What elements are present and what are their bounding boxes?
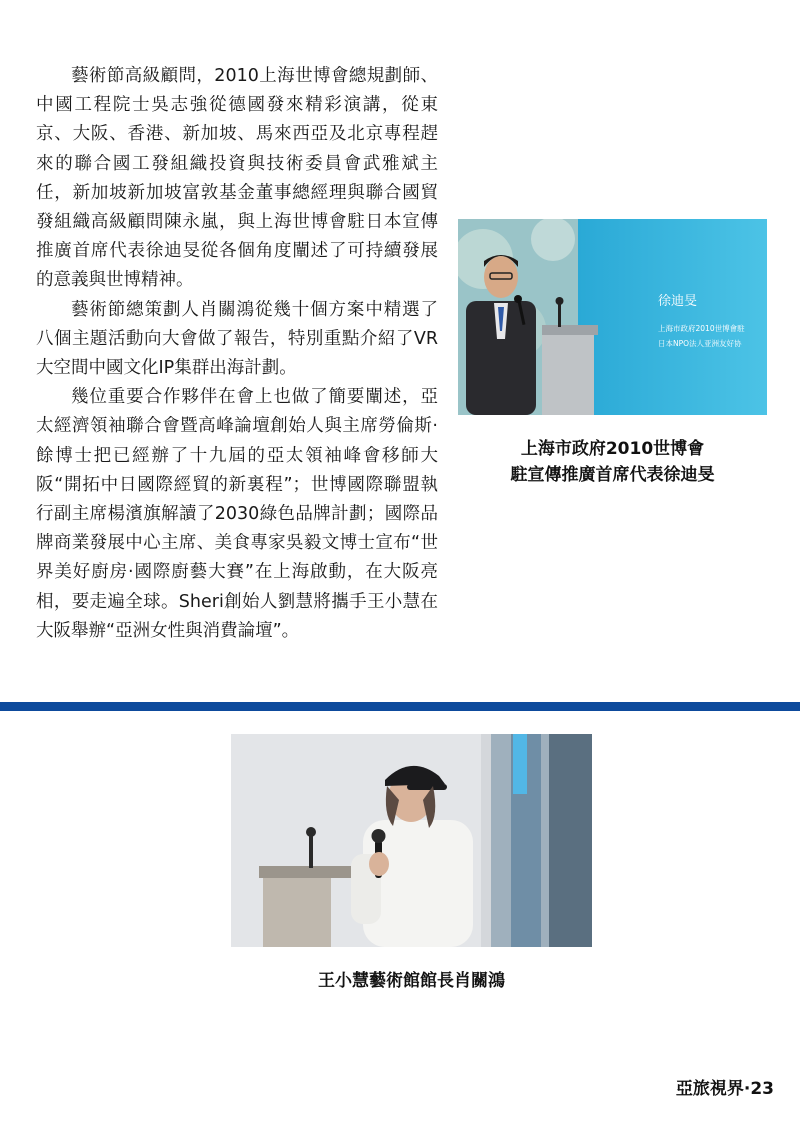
page-number: 23 [750, 1079, 774, 1099]
photo-speaker-xu-image [458, 219, 767, 415]
photo-speaker-xu [458, 219, 767, 415]
caption-line: 駐宣傳推廣首席代表徐迪旻 [510, 465, 715, 485]
section-divider [0, 702, 800, 711]
photo-speaker-xiao [231, 734, 592, 947]
magazine-name: 亞旅視界 [675, 1079, 744, 1099]
article-paragraph: 藝術節高級顧問，2010上海世博會總規劃師、中國工程院士吳志強從德國發來精彩演講，從東京、大阪、香港、新加坡、馬來西亞及北京專程趕來的聯合國工發組織投資與技術委員會武雅斌主任，新加坡新加坡富敦基金董事總經理與聯合國貿發組織高級顧問陳永嵐，與上海世博會駐日本宣傳推廣首席代表徐迪旻從各個角度闡述了可持續發展的意義與世博精神。 [36, 66, 438, 291]
article-paragraph: 藝術節總策劃人肖關鴻從幾十個方案中精選了八個主題活動向大會做了報告，特別重點介紹了VR大空間中國文化IP集群出海計劃。 [36, 299, 438, 379]
page-footer [676, 1074, 774, 1099]
footer-separator: · [743, 1079, 751, 1099]
photo-caption: 王小慧藝術館館長肖關鴻 [318, 971, 505, 991]
article-paragraph: 幾位重要合作夥伴在會上也做了簡要闡述，亞太經濟領袖聯合會暨高峰論壇創始人與主席勞倫斯·餘博士把已經辦了十九屆的亞太領袖峰會移師大阪“開拓中日國際經貿的新裏程”；世博國際聯盟執行副主席楊濱旗解讀了2030綠色品牌計劃；國際品牌商業發展中心主席、美食專家吳毅文博士宣布“世界美好廚房·國際廚藝大賽”在上海啟動，在大阪亮相，要走遍全球。Sheri創始人劉慧將攜手王小慧在大阪舉辦“亞洲女性與消費論壇”。 [36, 387, 438, 641]
screen-line: 日本NPO法人亚洲友好协 [658, 339, 742, 348]
photo-caption [458, 436, 767, 488]
screen-name: 徐迪旻 [658, 294, 698, 309]
caption-line: 上海市政府2010世博會 [520, 439, 705, 459]
article-body [36, 62, 438, 646]
photo-speaker-xiao-image [231, 734, 592, 947]
screen-line: 上海市政府2010世博會駐 [658, 324, 745, 333]
